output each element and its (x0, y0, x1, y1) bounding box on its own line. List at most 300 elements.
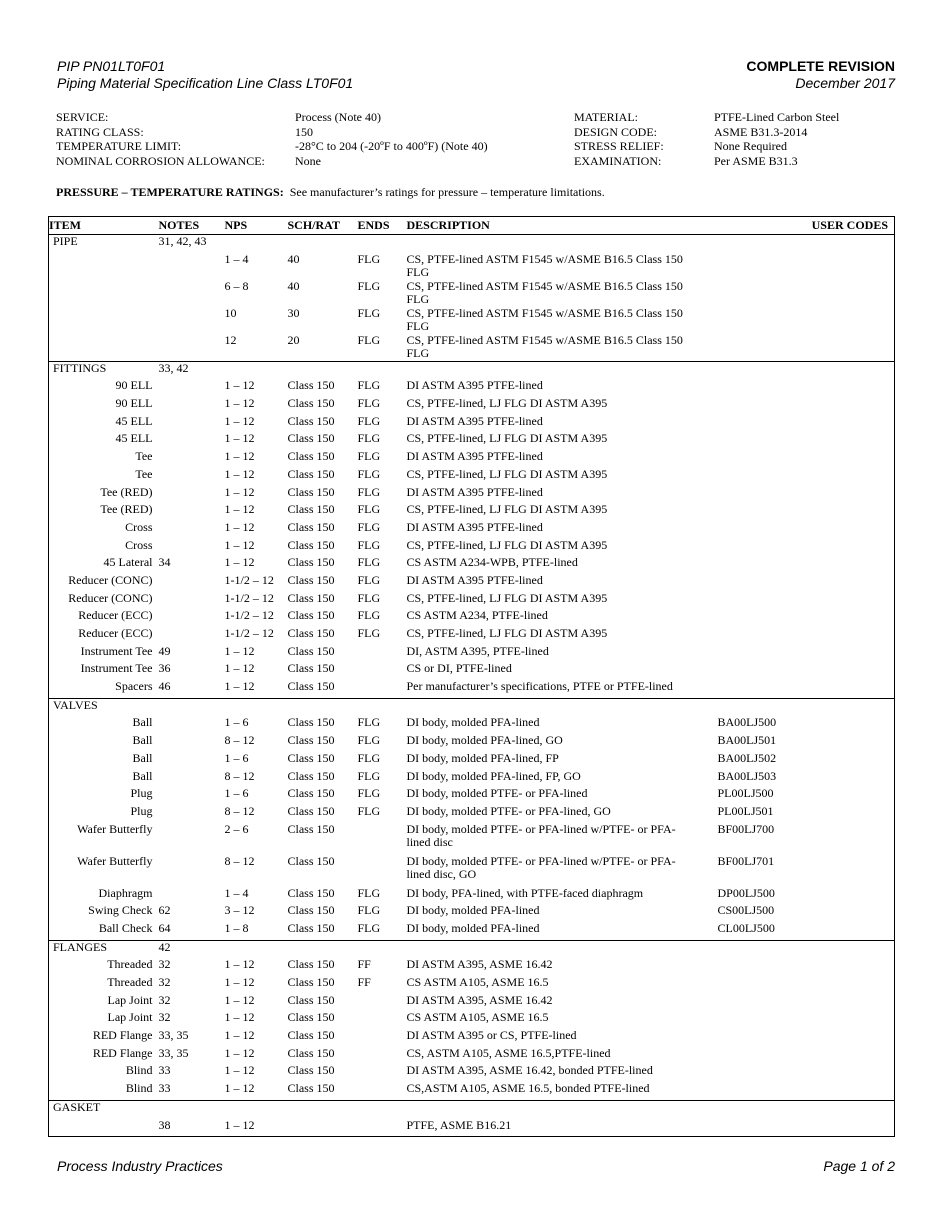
cell-nps: 1 – 12 (224, 502, 255, 517)
cell-description: CS, PTFE-lined, LJ FLG DI ASTM A395 (406, 626, 608, 640)
cell-ends (358, 680, 407, 698)
cell-user-code (718, 235, 895, 253)
cell-user-code (718, 253, 895, 280)
table-row (49, 450, 895, 468)
cell-notes: 62 (158, 903, 171, 918)
cell-item: 45 Lateral (103, 555, 153, 570)
cell-description: CS,ASTM A105, ASME 16.5, bonded PTFE-lined (406, 1081, 650, 1096)
spec-info-block (56, 110, 896, 168)
cell-notes (159, 280, 225, 307)
info-row (56, 110, 896, 125)
cell-ends (358, 1082, 407, 1100)
cell-notes (159, 752, 225, 770)
table-row (49, 432, 895, 450)
cell-description: DI body, molded PFA-lined, GO (406, 733, 563, 748)
cell-user-code (718, 1100, 895, 1118)
cell-user-code (718, 1082, 895, 1100)
cell-description: DI ASTM A395 PTFE-lined (406, 484, 543, 499)
cell-description: DI body, molded PFA-lined, FP, GO (406, 768, 581, 783)
cell-description: DI body, molded PTFE- or PFA-lined (406, 786, 588, 801)
table-row (49, 609, 895, 627)
cell-nps: 8 – 12 (224, 853, 255, 868)
cell-ends: FLG (357, 278, 381, 293)
cell-description: DI body, molded PTFE- or PFA-lined w/PTFE- or PFA-lined disc (406, 821, 676, 850)
cell-ends: FLG (357, 449, 381, 464)
cell-notes (159, 770, 225, 788)
cell-notes (159, 1100, 225, 1118)
cell-ends (358, 235, 407, 253)
cell-user-code (718, 556, 895, 574)
cell-notes (159, 253, 225, 280)
info-value: None Required (714, 139, 787, 154)
cell-sch-rat (288, 1100, 358, 1118)
table-row (49, 468, 895, 486)
cell-item: Ball (132, 733, 153, 748)
cell-sch-rat: Class 150 (287, 679, 335, 694)
cell-notes: 33, 35 (158, 1045, 189, 1060)
cell-item: Plug (130, 803, 153, 818)
cell-user-code: BA00LJ501 (717, 733, 777, 748)
cell-notes: 33, 42 (159, 361, 225, 379)
cell-description: DI body, molded PTFE- or PFA-lined, GO (406, 803, 611, 818)
cell-notes: 32 (158, 975, 171, 989)
cell-notes (159, 397, 225, 415)
cell-item: Ball (132, 768, 153, 783)
revision-date: December 2017 (795, 75, 895, 91)
cell-user-code (718, 280, 895, 307)
cell-notes: 31, 42, 43 (158, 234, 207, 248)
cell-sch-rat: Class 150 (287, 555, 335, 570)
cell-ends: FLG (357, 466, 381, 481)
cell-ends: FLG (357, 378, 381, 393)
cell-nps: 1-1/2 – 12 (224, 626, 274, 640)
cell-notes: 46 (158, 679, 171, 694)
cell-notes (159, 887, 225, 905)
cell-sch-rat: Class 150 (287, 1063, 335, 1078)
table-section-row (49, 361, 895, 379)
cell-ends: FF (357, 957, 371, 972)
cell-nps: 1 – 4 (224, 251, 249, 266)
cell-item: Ball (132, 715, 153, 730)
cell-sch-rat: Class 150 (287, 1045, 335, 1060)
cell-description: DI ASTM A395 PTFE-lined (406, 572, 543, 587)
cell-sch-rat: Class 150 (287, 920, 335, 935)
cell-nps (225, 698, 288, 716)
cell-description: CS ASTM A234, PTFE-lined (406, 608, 548, 623)
cell-sch-rat: Class 150 (287, 1028, 335, 1043)
cell-sch-rat: Class 150 (287, 957, 335, 972)
cell-notes (159, 334, 225, 362)
cell-description: DI ASTM A395 PTFE-lined (406, 413, 543, 428)
table-row (49, 1064, 895, 1082)
cell-item: PIPE (53, 234, 78, 248)
cell-description: CS, PTFE-lined, LJ FLG DI ASTM A395 (406, 502, 608, 517)
cell-item: Spacers (115, 679, 153, 694)
cell-nps: 12 (224, 332, 237, 347)
cell-nps: 1 – 12 (224, 466, 255, 481)
info-label: RATING CLASS: (56, 124, 144, 139)
cell-item: Reducer (CONC) (68, 590, 153, 605)
cell-user-code (718, 1119, 895, 1137)
cell-notes (159, 823, 225, 855)
cell-user-code (718, 958, 895, 976)
table-row (49, 379, 895, 397)
table-row (49, 958, 895, 976)
revision-label: COMPLETE REVISION (746, 58, 895, 74)
cell-ends: FLG (357, 590, 381, 605)
cell-item (49, 334, 159, 362)
table-row (49, 415, 895, 433)
cell-notes (159, 539, 225, 557)
cell-notes (159, 716, 225, 734)
cell-ends: FLG (357, 715, 381, 730)
cell-description: DI body, molded PFA-lined (406, 920, 540, 935)
cell-notes (159, 627, 225, 645)
cell-ends (358, 698, 407, 716)
cell-user-code (718, 521, 895, 539)
cell-nps: 8 – 12 (224, 803, 255, 818)
info-value: Per ASME B31.3 (714, 153, 798, 168)
cell-notes: 33 (158, 1063, 171, 1078)
cell-sch-rat: Class 150 (287, 853, 335, 868)
footer-org: Process Industry Practices (57, 1158, 223, 1174)
cell-nps: 8 – 12 (224, 733, 255, 748)
info-label: STRESS RELIEF: (574, 139, 664, 154)
cell-sch-rat (288, 940, 358, 958)
cell-nps: 1 – 12 (224, 1045, 255, 1060)
cell-user-code (718, 539, 895, 557)
cell-ends (358, 823, 407, 855)
cell-nps: 1 – 12 (224, 396, 255, 411)
table-row (49, 680, 895, 698)
cell-sch-rat: Class 150 (287, 643, 335, 658)
material-spec-table (48, 216, 895, 1137)
cell-nps: 8 – 12 (224, 768, 255, 783)
cell-sch-rat: Class 150 (287, 768, 335, 783)
pt-ratings-text: See manufacturer’s ratings for pressure – temperature limitations. (289, 185, 605, 199)
cell-sch-rat: Class 150 (287, 449, 335, 464)
cell-description: CS, ASTM A105, ASME 16.5,PTFE-lined (406, 1045, 611, 1060)
cell-notes: 49 (158, 643, 171, 658)
cell-sch-rat: Class 150 (287, 1010, 335, 1025)
cell-description: DI ASTM A395 or CS, PTFE-lined (406, 1028, 577, 1043)
col-header-user-codes: USER CODES (718, 217, 895, 235)
cell-user-code (718, 1029, 895, 1047)
cell-sch-rat: Class 150 (287, 484, 335, 499)
table-row (49, 922, 895, 940)
cell-ends (358, 1011, 407, 1029)
cell-notes: 64 (158, 920, 171, 935)
cell-item: Ball (132, 750, 153, 765)
cell-sch-rat: Class 150 (287, 572, 335, 587)
page-header (57, 58, 895, 92)
cell-ends (358, 1047, 407, 1065)
cell-notes: 33, 35 (158, 1028, 189, 1043)
cell-nps: 3 – 12 (224, 903, 255, 918)
cell-sch-rat: Class 150 (287, 733, 335, 748)
cell-user-code (718, 680, 895, 698)
cell-nps: 1 – 12 (224, 992, 255, 1007)
cell-user-code (718, 432, 895, 450)
info-row (56, 154, 896, 169)
cell-notes: 34 (158, 555, 171, 570)
cell-ends (358, 855, 407, 887)
cell-notes (159, 734, 225, 752)
cell-ends: FLG (357, 251, 381, 266)
table-row (49, 556, 895, 574)
cell-sch-rat: Class 150 (287, 502, 335, 517)
cell-item: Ball Check (98, 920, 153, 935)
cell-ends: FLG (357, 608, 381, 623)
info-label: MATERIAL: (574, 110, 638, 124)
cell-sch-rat (288, 235, 358, 253)
cell-nps: 6 – 8 (224, 278, 249, 293)
table-row (49, 574, 895, 592)
cell-description: CS, PTFE-lined ASTM F1545 w/ASME B16.5 Class 150 FLG (406, 278, 683, 307)
cell-item: Swing Check (88, 903, 153, 918)
cell-item: FITTINGS (49, 361, 159, 379)
cell-notes (159, 855, 225, 887)
cell-description: DI ASTM A395, ASME 16.42, bonded PTFE-lined (406, 1063, 653, 1078)
cell-ends (358, 361, 407, 379)
cell-nps: 1-1/2 – 12 (224, 590, 274, 605)
cell-nps: 1 – 12 (224, 1063, 255, 1078)
cell-nps: 1 – 12 (224, 519, 255, 534)
cell-user-code (718, 361, 895, 379)
cell-description: DI body, molded PFA-lined (406, 903, 540, 918)
cell-nps: 1 – 12 (224, 975, 255, 989)
cell-sch-rat: Class 150 (287, 626, 335, 640)
col-header-sch-rat: SCH/RAT (288, 217, 358, 235)
cell-user-code: BA00LJ500 (717, 715, 777, 730)
cell-description: CS, PTFE-lined ASTM F1545 w/ASME B16.5 Class 150 FLG (406, 305, 683, 334)
cell-nps: 1 – 12 (224, 679, 255, 694)
pressure-temperature-ratings (56, 185, 605, 200)
cell-sch-rat: Class 150 (287, 715, 335, 730)
cell-description: Per manufacturer’s specifications, PTFE or PTFE-lined (406, 679, 673, 694)
cell-description: DI body, molded PFA-lined (406, 715, 540, 730)
cell-nps (225, 235, 288, 253)
table-section-row (49, 698, 895, 716)
cell-user-code (718, 976, 895, 994)
cell-notes (159, 787, 225, 805)
cell-notes (159, 450, 225, 468)
cell-description: PTFE, ASME B16.21 (406, 1117, 512, 1132)
col-header-description: DESCRIPTION (407, 217, 718, 235)
cell-sch-rat: Class 150 (287, 519, 335, 534)
cell-description: CS, PTFE-lined ASTM F1545 w/ASME B16.5 Class 150 FLG (406, 332, 683, 361)
table-row (49, 716, 895, 734)
info-label: EXAMINATION: (574, 153, 662, 168)
cell-sch-rat: Class 150 (287, 903, 335, 918)
cell-sch-rat: 40 (287, 278, 300, 293)
table-row (49, 662, 895, 680)
cell-notes: 42 (159, 940, 225, 958)
cell-notes (159, 415, 225, 433)
cell-item: GASKET (49, 1100, 159, 1118)
col-header-item: ITEM (49, 217, 159, 235)
cell-description (407, 940, 718, 958)
cell-nps: 1 – 6 (224, 715, 249, 730)
cell-user-code (718, 592, 895, 610)
cell-user-code (718, 486, 895, 504)
cell-ends: FLG (357, 768, 381, 783)
table-row (49, 253, 895, 280)
cell-sch-rat: Class 150 (287, 537, 335, 552)
cell-notes (159, 592, 225, 610)
col-header-ends: ENDS (358, 217, 407, 235)
cell-notes: 32 (158, 1010, 171, 1025)
cell-sch-rat: Class 150 (287, 1081, 335, 1096)
cell-description: DI body, molded PFA-lined, FP (406, 750, 559, 765)
cell-user-code (718, 468, 895, 486)
cell-item: Tee (RED) (100, 484, 153, 499)
cell-user-code (718, 415, 895, 433)
cell-user-code (718, 609, 895, 627)
cell-item: Tee (RED) (100, 502, 153, 517)
table-row (49, 486, 895, 504)
info-label: TEMPERATURE LIMIT: (56, 139, 182, 154)
cell-sch-rat: Class 150 (287, 992, 335, 1007)
cell-description (407, 235, 718, 253)
cell-user-code (718, 645, 895, 663)
cell-user-code (718, 307, 895, 334)
table-row (49, 1119, 895, 1137)
cell-ends: FLG (357, 305, 381, 320)
cell-user-code (718, 627, 895, 645)
cell-item: 90 ELL (115, 378, 153, 393)
cell-user-code (718, 379, 895, 397)
cell-user-code: PL00LJ500 (717, 786, 774, 801)
cell-item: Reducer (CONC) (68, 572, 153, 587)
cell-item: Threaded (107, 957, 153, 972)
cell-nps: 1 – 12 (224, 1117, 255, 1132)
cell-user-code: BA00LJ502 (717, 750, 777, 765)
table-row (49, 994, 895, 1012)
cell-sch-rat: Class 150 (287, 786, 335, 801)
cell-nps: 2 – 6 (224, 821, 249, 836)
cell-sch-rat: Class 150 (287, 466, 335, 481)
info-label: NOMINAL CORROSION ALLOWANCE: (56, 153, 265, 168)
cell-description: DI ASTM A395 PTFE-lined (406, 378, 543, 393)
cell-ends: FLG (357, 572, 381, 587)
cell-nps (225, 1100, 288, 1118)
cell-ends (358, 1064, 407, 1082)
cell-user-code (718, 940, 895, 958)
table-row (49, 734, 895, 752)
cell-sch-rat: Class 150 (287, 661, 335, 676)
cell-nps (225, 940, 288, 958)
cell-ends (358, 1119, 407, 1137)
cell-description: DI ASTM A395 PTFE-lined (406, 519, 543, 534)
table-section-row (49, 940, 895, 958)
cell-item (49, 280, 159, 307)
info-row (56, 139, 896, 154)
cell-sch-rat: Class 150 (287, 378, 335, 393)
cell-description: DI ASTM A395, ASME 16.42 (406, 992, 553, 1007)
cell-ends: FLG (357, 903, 381, 918)
cell-item: 45 ELL (115, 413, 153, 428)
cell-item: Reducer (ECC) (78, 608, 153, 623)
cell-nps: 1 – 12 (224, 1081, 255, 1096)
cell-notes: 38 (158, 1117, 171, 1132)
cell-sch-rat: Class 150 (287, 750, 335, 765)
info-row (56, 125, 896, 140)
cell-description (407, 361, 718, 379)
cell-user-code (718, 1047, 895, 1065)
cell-ends (358, 940, 407, 958)
cell-sch-rat: Class 150 (287, 608, 335, 623)
cell-sch-rat: Class 150 (287, 413, 335, 428)
cell-user-code: PL00LJ501 (717, 803, 774, 818)
cell-ends: FLG (357, 431, 381, 446)
cell-user-code (718, 574, 895, 592)
page-footer (57, 1158, 895, 1174)
cell-nps: 1 – 12 (224, 661, 255, 676)
cell-description: CS, PTFE-lined, LJ FLG DI ASTM A395 (406, 590, 608, 605)
cell-user-code: BF00LJ701 (717, 853, 775, 868)
cell-user-code (718, 397, 895, 415)
cell-description: CS, PTFE-lined ASTM F1545 w/ASME B16.5 Class 150 FLG (406, 251, 683, 280)
cell-notes (159, 698, 225, 716)
table-row (49, 521, 895, 539)
cell-ends: FLG (357, 484, 381, 499)
info-label: SERVICE: (56, 110, 109, 124)
cell-nps: 1 – 12 (224, 537, 255, 552)
cell-nps: 1 – 12 (224, 378, 255, 393)
cell-user-code (718, 1011, 895, 1029)
pt-ratings-label: PRESSURE – TEMPERATURE RATINGS: (56, 185, 284, 199)
cell-sch-rat: Class 150 (287, 396, 335, 411)
cell-user-code (718, 450, 895, 468)
cell-ends: FLG (357, 803, 381, 818)
table-row (49, 976, 895, 994)
cell-sch-rat (288, 1119, 358, 1137)
cell-item: Tee (135, 466, 153, 481)
cell-ends (358, 645, 407, 663)
cell-nps: 1-1/2 – 12 (224, 572, 274, 587)
col-header-nps: NPS (225, 217, 288, 235)
cell-item: 45 ELL (115, 431, 153, 446)
cell-sch-rat: Class 150 (287, 590, 335, 605)
cell-item: Instrument Tee (80, 643, 153, 658)
table-row (49, 334, 895, 362)
cell-sch-rat: Class 150 (287, 431, 335, 446)
cell-notes: 36 (158, 661, 171, 676)
cell-item: Blind (125, 1081, 153, 1096)
cell-user-code (718, 334, 895, 362)
cell-sch-rat (288, 361, 358, 379)
cell-sch-rat: Class 150 (287, 821, 335, 836)
cell-ends: FLG (357, 733, 381, 748)
cell-notes (159, 503, 225, 521)
cell-ends: FLG (357, 920, 381, 935)
cell-description: CS, PTFE-lined, LJ FLG DI ASTM A395 (406, 537, 608, 552)
table-section-row (49, 1100, 895, 1118)
cell-ends: FLG (357, 502, 381, 517)
cell-sch-rat: 40 (287, 251, 300, 266)
cell-notes: 32 (158, 957, 171, 972)
cell-user-code: BF00LJ700 (717, 821, 775, 836)
table-row (49, 904, 895, 922)
cell-nps: 1 – 6 (224, 750, 249, 765)
cell-description (407, 1100, 718, 1118)
cell-nps: 1 – 12 (224, 957, 255, 972)
cell-ends: FLG (357, 555, 381, 570)
doc-title: Piping Material Specification Line Class LT0F01 (57, 75, 354, 91)
cell-item (49, 307, 159, 334)
cell-item: Blind (125, 1063, 153, 1078)
